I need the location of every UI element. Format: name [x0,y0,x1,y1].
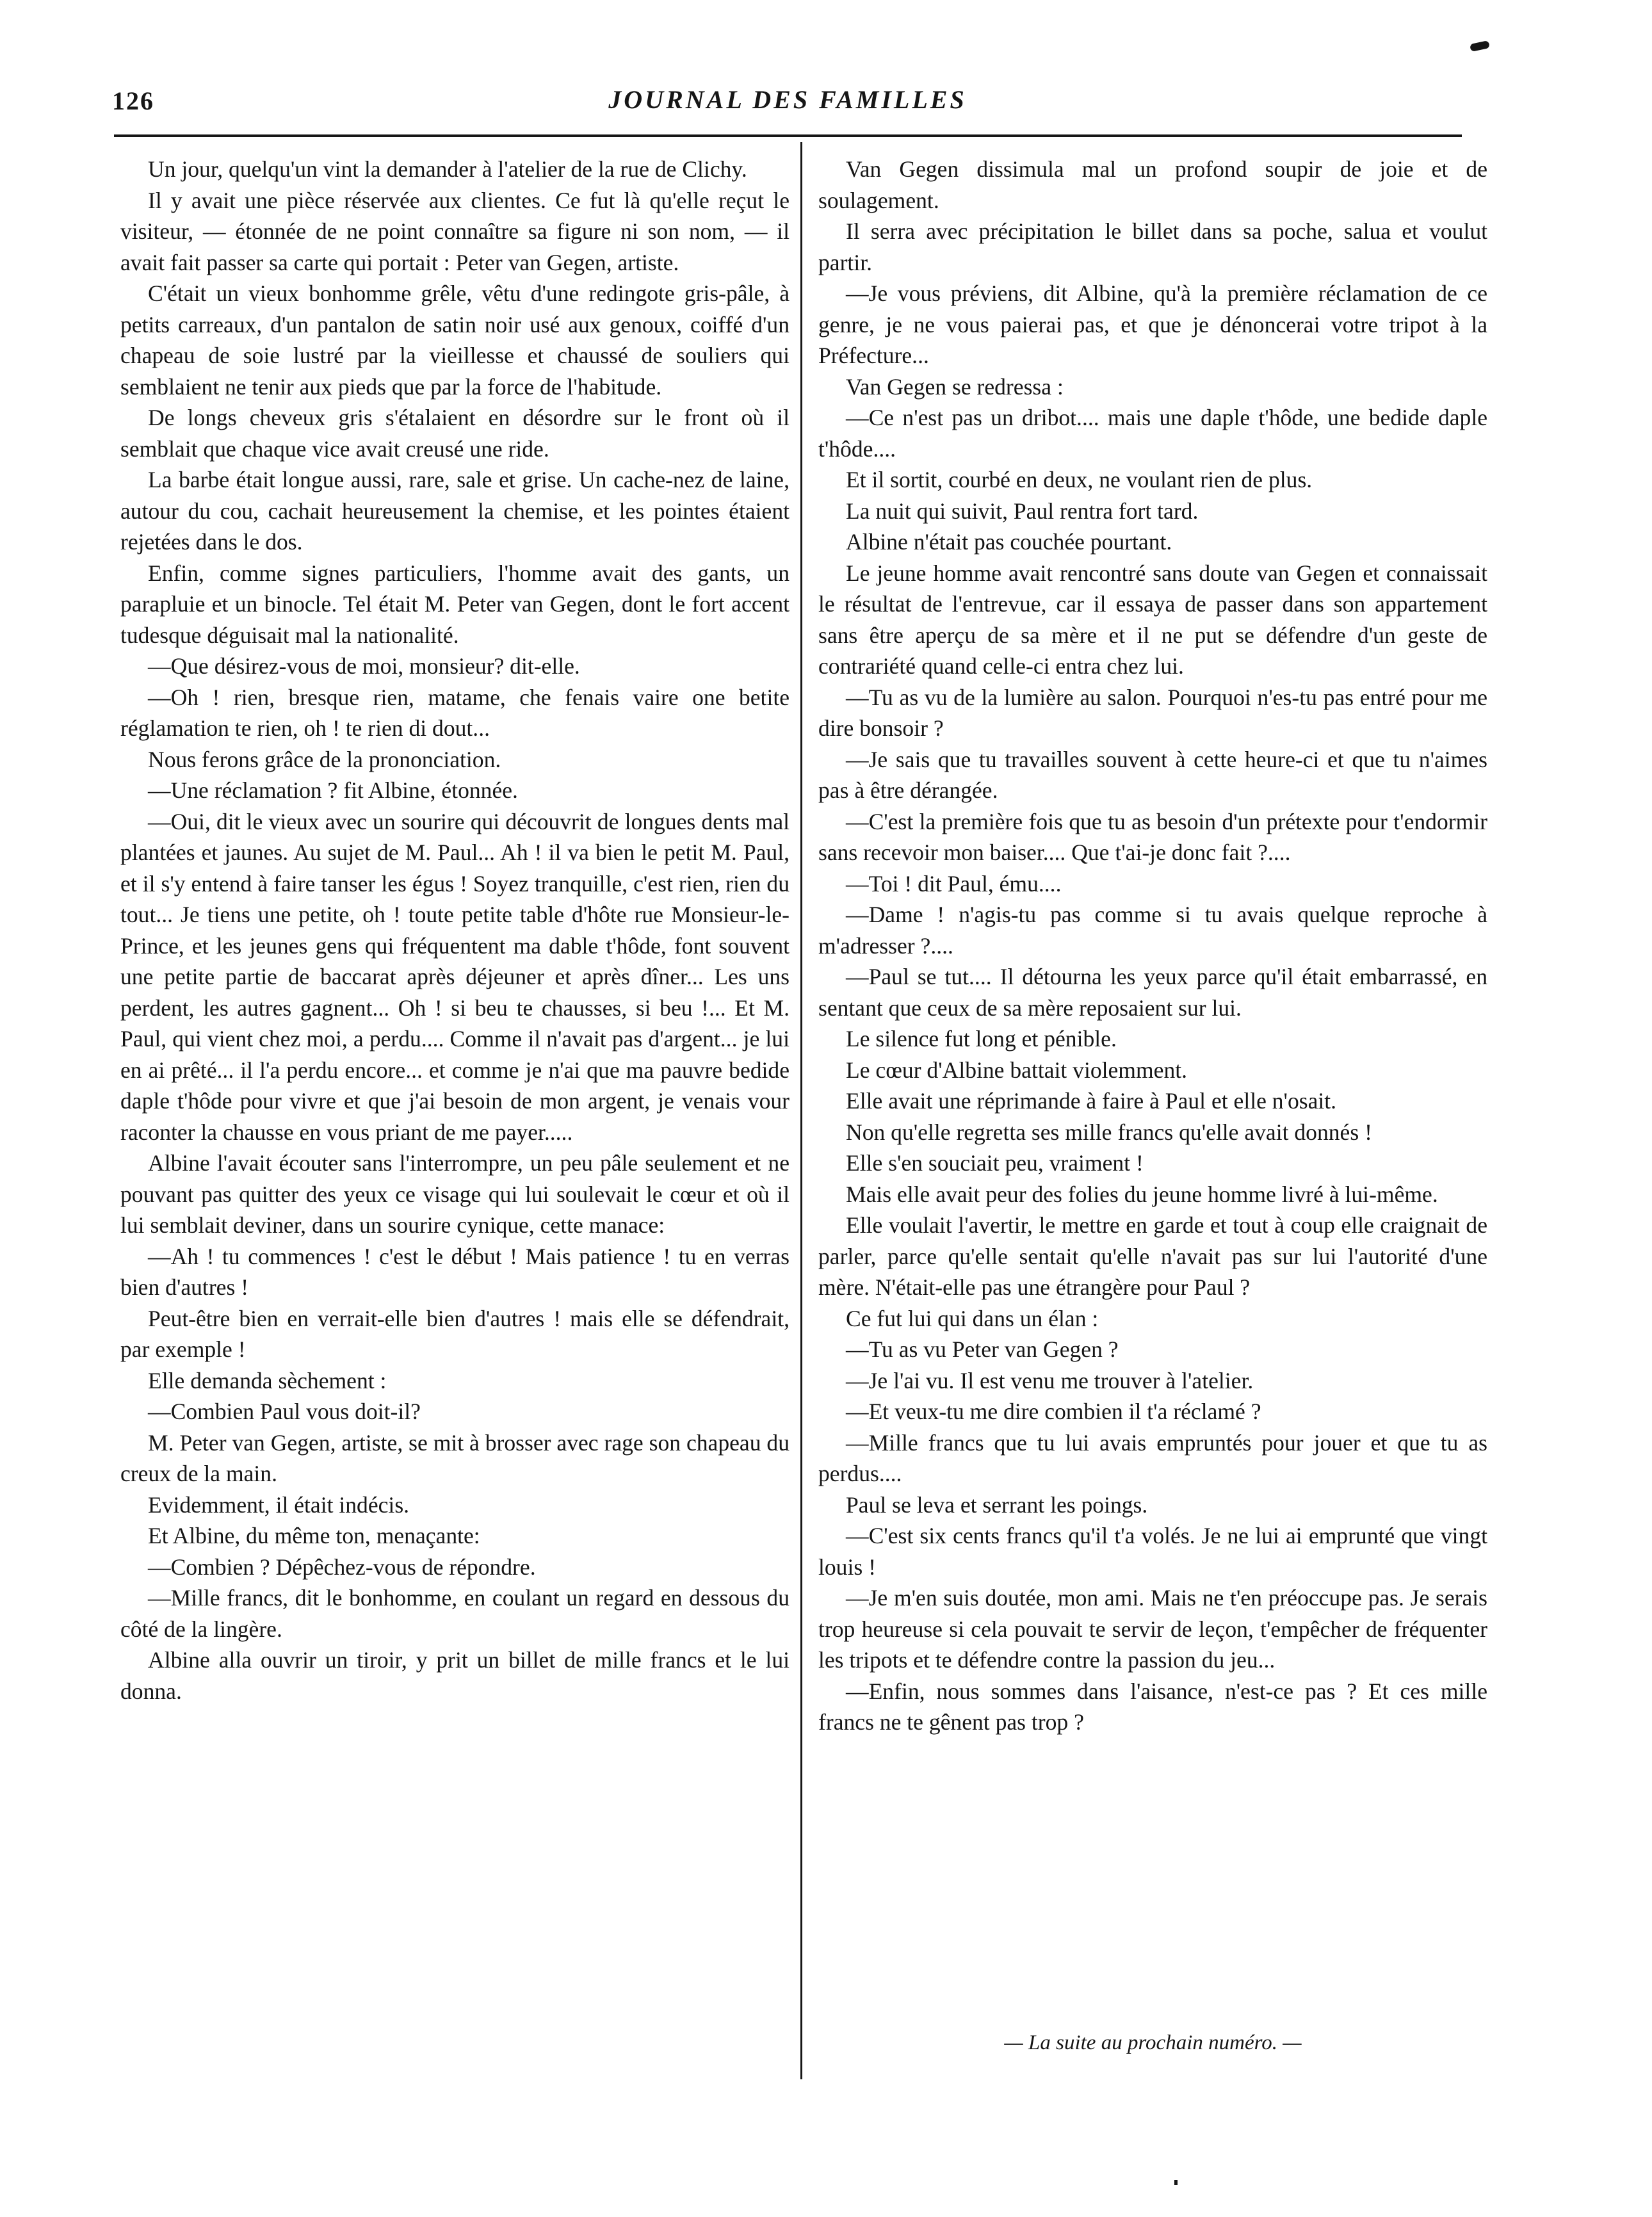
paragraph: Albine alla ouvrir un tiroir, y prit un billet de mille francs et le lui donna. [120,1647,790,1704]
paragraph: —Je l'ai vu. Il est venu me trouver à l'atelier. [846,1367,1254,1393]
ink-mark [1470,40,1490,52]
paragraph: —Je m'en suis doutée, mon ami. Mais ne t'en préoccupe pas. Je serais trop heureuse si cela pouvait te servir de leçon, t'empêcher de fréquenter les tripots et te défendre contre la passion du jeu... [818,1585,1487,1673]
paragraph: —Combien Paul vous doit-il? [148,1399,421,1424]
paragraph: Elle avait une réprimande à faire à Paul et elle n'osait. [846,1088,1337,1114]
paragraph: —Et veux-tu me dire combien il t'a réclamé ? [846,1399,1261,1424]
paragraph: Le cœur d'Albine battait violemment. [846,1057,1188,1083]
journal-title: JOURNAL DES FAMILLES [608,85,967,114]
paragraph: Le jeune homme avait rencontré sans doute van Gegen et connaissait le résultat de l'entrevue, car il essaya de passer dans son appartement sans être aperçu de sa mère et il ne put se défendre d'un geste de contrariété quand celle-ci entra chez lui. [818,560,1487,679]
right-column [818,154,1487,1738]
header-rule [114,134,1462,137]
paragraph: —Tu as vu Peter van Gegen ? [846,1336,1119,1362]
paragraph: Le silence fut long et pénible. [846,1026,1117,1052]
paragraph: C'était un vieux bonhomme grêle, vêtu d'une redingote gris-pâle, à petits carreaux, d'un pantalon de satin noir usé aux genoux, coiffé d'un chapeau de soie lustré par la vieillesse et chaussé de souliers qui semblaient ne tenir aux pieds que par la force de l'habitude. [120,280,790,400]
paragraph: M. Peter van Gegen, artiste, se mit à brosser avec rage son chapeau du creux de la main. [120,1429,790,1486]
ink-mark [1174,2180,1178,2185]
paragraph: De longs cheveux gris s'étalaient en désordre sur le front où il semblait que chaque vice avait creusé une ride. [120,405,790,462]
paragraph: Nous ferons grâce de la prononciation. [148,746,501,772]
paragraph: —C'est six cents francs qu'il t'a volés. Je ne lui ai emprunté que vingt louis ! [818,1523,1487,1580]
paragraph: —C'est la première fois que tu as besoin d'un prétexte pour t'endormir sans recevoir mon baiser.... Que t'ai-je donc fait ?.... [818,808,1487,865]
paragraph: Et il sortit, courbé en deux, ne voulant rien de plus. [846,467,1313,492]
paragraph: —Une réclamation ? fit Albine, étonnée. [148,777,518,803]
paragraph: La nuit qui suivit, Paul rentra fort tard. [846,498,1199,524]
paragraph: Il y avait une pièce réservée aux clientes. Ce fut là qu'elle reçut le visiteur, — étonnée de ne point connaître sa figure ni son nom, — il avait fait passer sa carte qui portait : Peter van Gegen, artiste. [120,187,790,275]
paragraph: —Dame ! n'agis-tu pas comme si tu avais quelque reproche à m'adresser ?.... [818,902,1487,959]
paragraph: —Tu as vu de la lumière au salon. Pourquoi n'es-tu pas entré pour me dire bonsoir ? [818,684,1487,741]
paragraph: Albine l'avait écouter sans l'interrompre, un peu pâle seulement et ne pouvant pas quitter des yeux ce visage qui lui soulevait le cœur et où il lui semblait deviner, dans un sourire cynique, cette manace: [120,1150,790,1238]
paragraph: —Ah ! tu commences ! c'est le début ! Mais patience ! tu en verras bien d'autres ! [120,1243,790,1300]
paragraph: Enfin, comme signes particuliers, l'homme avait des gants, un parapluie et un binocle. Tel était M. Peter van Gegen, dont le fort accent tudesque déguisait mal la nationalité. [120,560,790,648]
paragraph: Ce fut lui qui dans un élan : [846,1305,1099,1331]
paragraph: Elle voulait l'avertir, le mettre en garde et tout à coup elle craignait de parler, parce qu'elle sentait qu'elle n'avait pas sur lui l'autorité d'une mère. N'était-elle pas une étrangère pour Paul ? [818,1212,1487,1300]
paragraph: Non qu'elle regretta ses mille francs qu'elle avait donnés ! [846,1119,1372,1145]
paragraph: —Oui, dit le vieux avec un sourire qui découvrit de longues dents mal plantées et jaunes. Au sujet de M. Paul... Ah ! il va bien le petit M. Paul, et il s'y entend à faire tanser les égus ! Soyez tranquille, c'est rien, rien du tout... Je tiens une petite, oh ! toute petite table d'hôte rue Monsieur-le-Prince, et les jeunes gens qui fréquentent ma dable t'hôde, font souvent une petite partie de baccarat après déjeuner et après dîner... Les uns perdent, les autres gagnent... Oh ! si beu te chausses, si beu !... Et M. Paul, qui vient chez moi, a perdu.... Comme il n'avait pas d'argent... je lui en ai prêté... il l'a perdu encore... et comme je n'ai que ma pauvre bedide daple t'hôde pour vivre et que j'ai besoin de mon argent, je venais vour raconter la chausse en vous priant de me payer..... [120,808,790,1145]
paragraph: Un jour, quelqu'un vint la demander à l'atelier de la rue de Clichy. [148,156,747,182]
paragraph: Elle s'en souciait peu, vraiment ! [846,1150,1144,1176]
paragraph: —Que désirez-vous de moi, monsieur? dit-elle. [148,653,580,679]
left-column [120,154,790,1707]
paragraph: Peut-être bien en verrait-elle bien d'autres ! mais elle se défendrait, par exemple ! [120,1305,790,1362]
continuation-note: — La suite au prochain numéro. — [1004,2031,1302,2054]
paragraph: —Paul se tut.... Il détourna les yeux parce qu'il était embarrassé, en sentant que ceux de sa mère reposaient sur lui. [818,964,1487,1021]
paragraph: —Mille francs que tu lui avais empruntés pour jouer et que tu as perdus.... [818,1429,1487,1486]
paragraph: Elle demanda sèchement : [148,1367,387,1393]
paragraph: Il serra avec précipitation le billet dans sa poche, salua et voulut partir. [818,218,1487,275]
paragraph: Van Gegen se redressa : [846,373,1064,400]
paragraph: —Enfin, nous sommes dans l'aisance, n'est-ce pas ? Et ces mille francs ne te gênent pas trop ? [818,1678,1487,1735]
paragraph: —Mille francs, dit le bonhomme, en coulant un regard en dessous du côté de la lingère. [120,1585,790,1642]
paragraph: Van Gegen dissimula mal un profond soupir de joie et de soulagement. [818,156,1487,213]
page-number: 126 [112,86,154,115]
paragraph: Evidemment, il était indécis. [148,1491,410,1518]
paragraph: —Ce n'est pas un dribot.... mais une daple t'hôde, une bedide daple t'hôde.... [818,405,1487,462]
page-header [112,82,1463,120]
paragraph: Paul se leva et serrant les poings. [846,1491,1148,1518]
paragraph: —Je vous préviens, dit Albine, qu'à la première réclamation de ce genre, je ne vous paierai pas, et que je dénoncerai votre tripot à la Préfecture... [818,280,1487,368]
paragraph: Albine n'était pas couchée pourtant. [846,529,1172,555]
paragraph: Mais elle avait peur des folies du jeune homme livré à lui-même. [846,1181,1438,1207]
column-divider [800,142,802,2079]
paragraph: —Je sais que tu travailles souvent à cette heure-ci et que tu n'aimes pas à être dérangée. [818,746,1487,803]
paragraph: —Oh ! rien, bresque rien, matame, che fenais vaire one betite réglamation te rien, oh ! te rien di dout... [120,684,790,741]
paragraph: La barbe était longue aussi, rare, sale et grise. Un cache-nez de laine, autour du cou, cachait heureusement la chemise, et les pointes étaient rejetées dans le dos. [120,467,790,555]
paragraph: —Combien ? Dépêchez-vous de répondre. [148,1554,536,1580]
paragraph: Et Albine, du même ton, menaçante: [148,1523,480,1548]
paragraph: —Toi ! dit Paul, ému.... [846,870,1062,897]
